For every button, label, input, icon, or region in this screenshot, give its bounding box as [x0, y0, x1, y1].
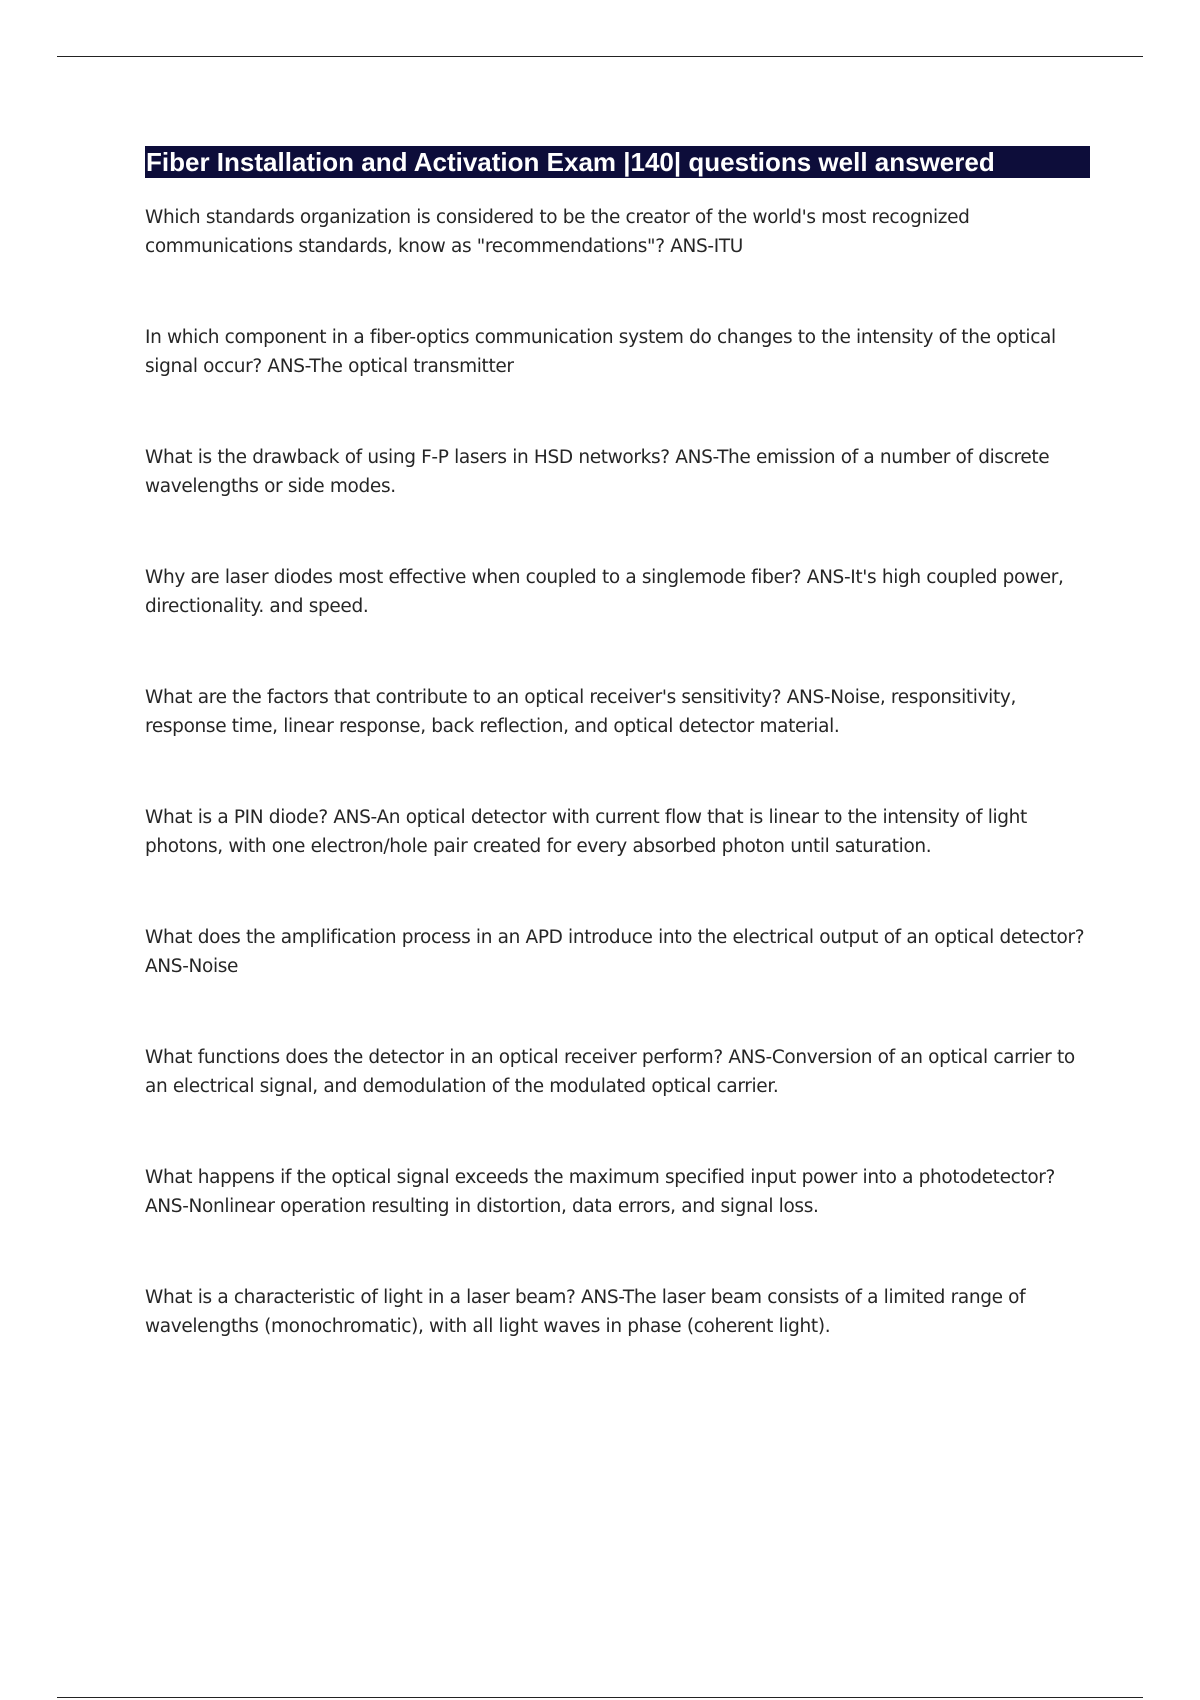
qa-item: What does the amplification process in an APD introduce into the electrical output of an optical detector? ANS-Noise	[145, 927, 1085, 977]
qa-item: What is a PIN diode? ANS-An optical detector with current flow that is linear to the intensity of light photons, with one electron/hole pair created for every absorbed photon until saturation.	[145, 807, 1027, 857]
qa-list	[145, 203, 1090, 1403]
header-rule	[57, 56, 1143, 57]
qa-item: In which component in a fiber-optics communication system do changes to the intensity of the optical signal occur? ANS-The optical transmitter	[145, 327, 1056, 377]
qa-item: Why are laser diodes most effective when coupled to a singlemode fiber? ANS-It's high coupled power, directionality. and speed.	[145, 567, 1064, 617]
qa-item: What are the factors that contribute to an optical receiver's sensitivity? ANS-Noise, responsitivity, response time, linear response, back reflection, and optical detector material.	[145, 687, 1016, 737]
qa-item: What functions does the detector in an optical receiver perform? ANS-Conversion of an optical carrier to an electrical signal, and demodulation of the modulated optical carrier.	[145, 1047, 1075, 1097]
qa-item: What is a characteristic of light in a laser beam? ANS-The laser beam consists of a limited range of wavelengths (monochromatic), with all light waves in phase (coherent light).	[145, 1287, 1026, 1337]
footer-rule	[57, 1697, 1143, 1698]
document-title: Fiber Installation and Activation Exam |140| questions well answered	[145, 146, 1090, 178]
qa-item: Which standards organization is considered to be the creator of the world's most recognized communications standards, know as "recommendations"? ANS-ITU	[145, 207, 970, 257]
qa-item: What is the drawback of using F-P lasers in HSD networks? ANS-The emission of a number of discrete wavelengths or side modes.	[145, 447, 1050, 497]
qa-item: What happens if the optical signal exceeds the maximum specified input power into a photodetector? ANS-Nonlinear operation resulting in distortion, data errors, and signal loss.	[145, 1167, 1056, 1217]
